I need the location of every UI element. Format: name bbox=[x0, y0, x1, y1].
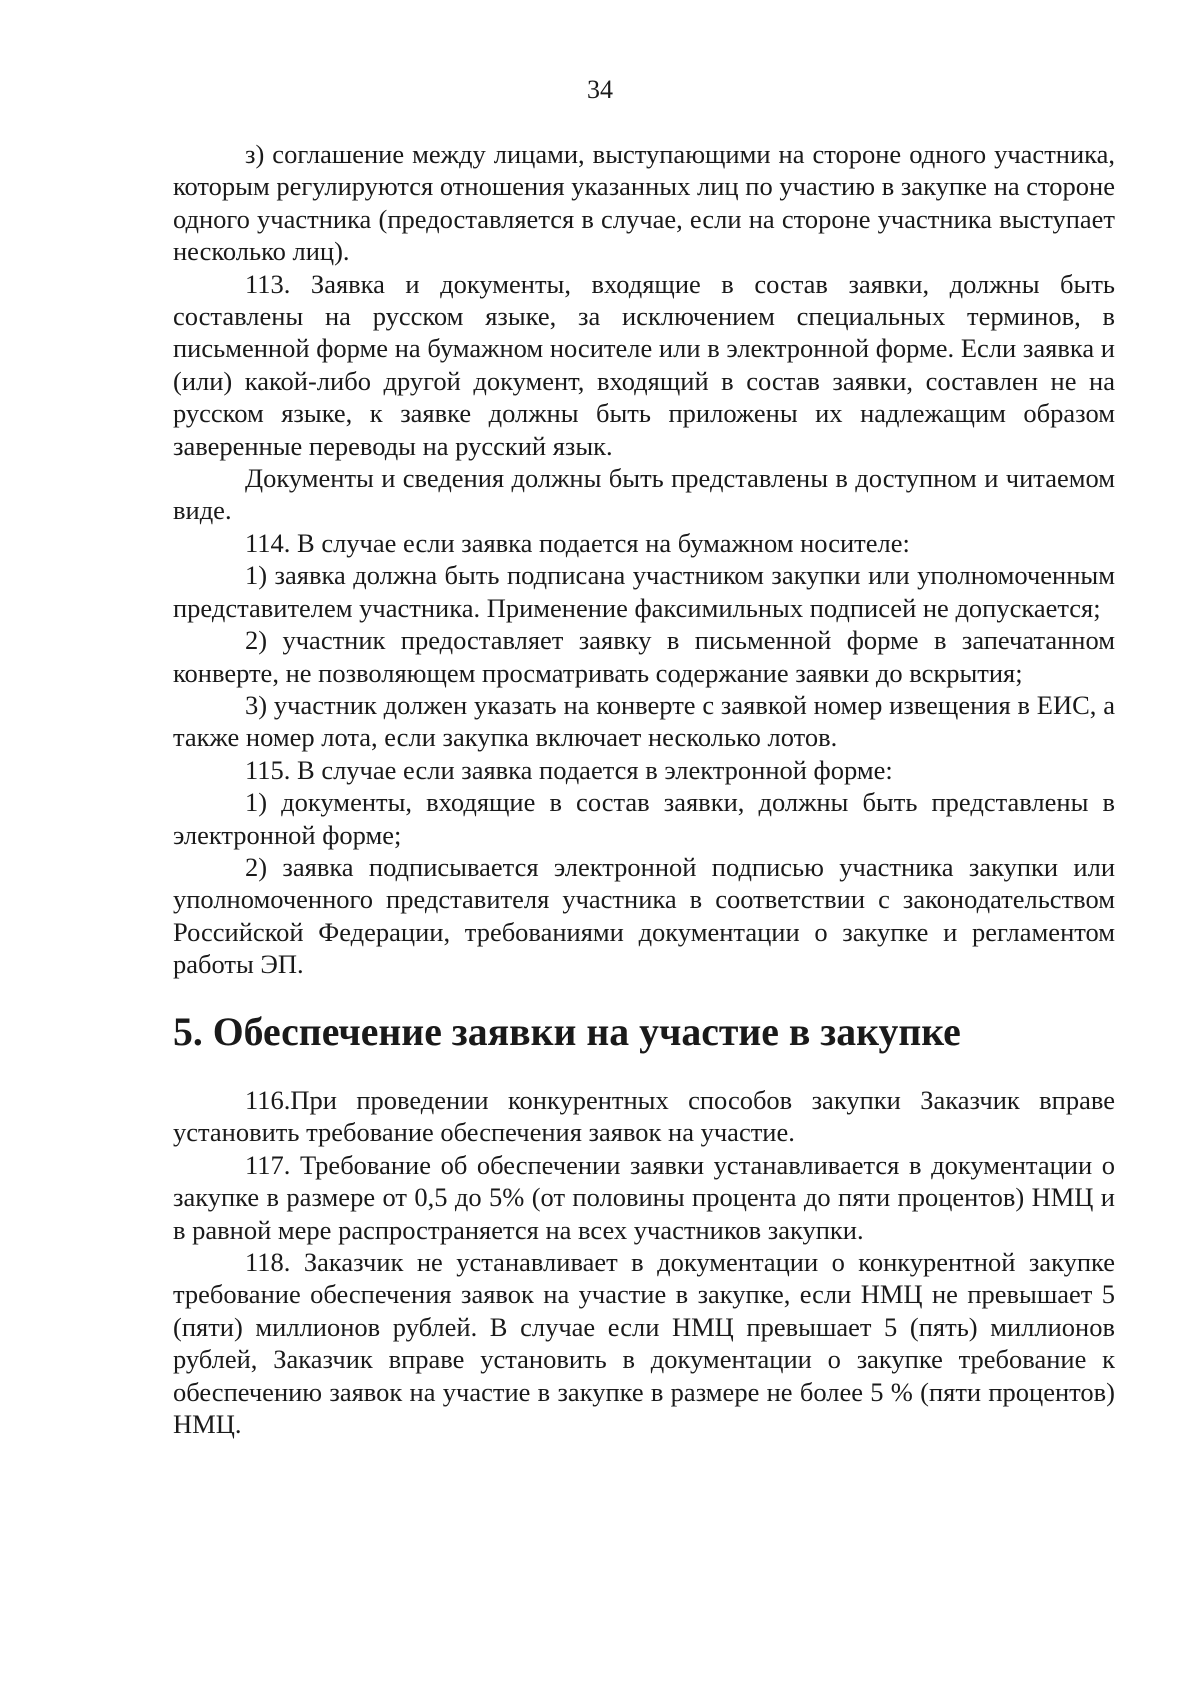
paragraph-117: 117. Требование об обеспечении заявки устанавливается в документации о закупке в размере от 0,5 до 5% (от половины процента до пяти процентов) НМЦ и в равной мере распространяется на всех участников закупки. bbox=[173, 1149, 1115, 1245]
paragraph-114-item-1: 1) заявка должна быть подписана участником закупки или уполномоченным представителем участника. Применение факсимильных подписей не допускается; bbox=[173, 560, 1115, 623]
page-number: 34 bbox=[587, 75, 613, 104]
paragraph-113: 113. Заявка и документы, входящие в состав заявки, должны быть составлены на русском языке, за исключением специальных терминов, в письменной форме на бумажном носителе или в электронной форме. Если заявка и (или) какой-либо другой документ, входящий в состав заявки, составлен не на русском языке, к заявке должны быть приложены их надлежащим образом заверенные переводы на русский язык. bbox=[173, 268, 1115, 461]
paragraph-115: 115. В случае если заявка подается в электронной форме: bbox=[245, 754, 893, 785]
section-heading: 5. Обеспечение заявки на участие в закупке bbox=[173, 1009, 961, 1054]
paragraph-115-item-1: 1) документы, входящие в состав заявки, должны быть представлены в электронной форме; bbox=[173, 787, 1115, 850]
document-body bbox=[173, 138, 1115, 1440]
paragraph-z-agreement: з) соглашение между лицами, выступающими на стороне одного участника, которым регулируются отношения указанных лиц по участию в закупке на стороне одного участника (предоставляется в случае, если на стороне участника выступает несколько лиц). bbox=[173, 139, 1115, 267]
paragraph-113-documents: Документы и сведения должны быть представлены в доступном и читаемом виде. bbox=[173, 463, 1115, 526]
paragraph-115-item-2: 2) заявка подписывается электронной подписью участника закупки или уполномоченного представителя участника в соответствии с законодательством Российской Федерации, требованиями документации о закупке и регламентом работы ЭП. bbox=[173, 851, 1115, 980]
paragraph-116: 116.При проведении конкурентных способов закупки Заказчик вправе установить требование обеспечения заявок на участие. bbox=[173, 1084, 1115, 1148]
paragraph-114-item-3: 3) участник должен указать на конверте с заявкой номер извещения в ЕИС, а также номер лота, если закупка включает несколько лотов. bbox=[173, 689, 1115, 753]
paragraph-114-item-2: 2) участник предоставляет заявку в письменной форме в запечатанном конверте, не позволяющем просматривать содержание заявки до вскрытия; bbox=[173, 625, 1115, 688]
paragraph-114: 114. В случае если заявка подается на бумажном носителе: bbox=[245, 527, 910, 558]
paragraph-118: 118. Заказчик не устанавливает в документации о конкурентной закупке требование обеспечения заявок на участие в закупке, если НМЦ не превышает 5 (пяти) миллионов рублей. В случае если НМЦ превышает 5 (пять) миллионов рублей, Заказчик вправе установить в документации о закупке требование к обеспечению заявок на участие в закупке в размере не более 5 % (пяти процентов) НМЦ. bbox=[173, 1247, 1115, 1440]
